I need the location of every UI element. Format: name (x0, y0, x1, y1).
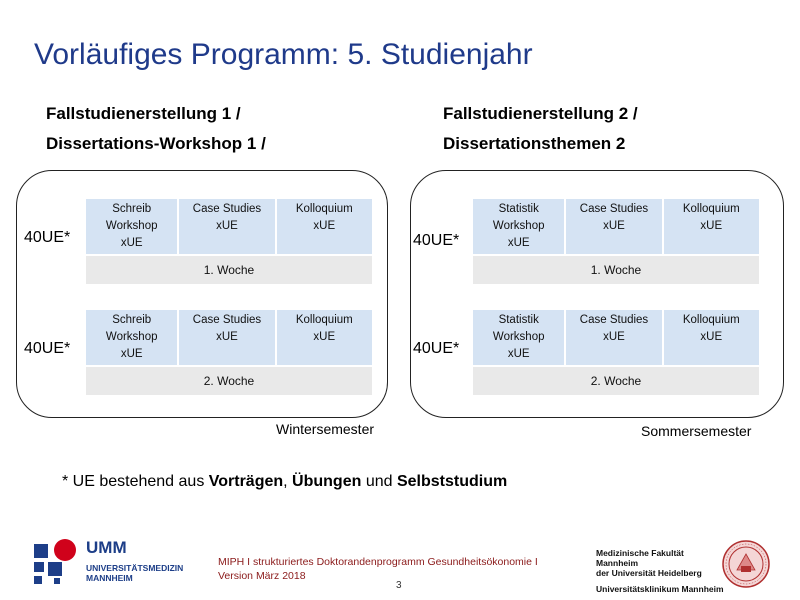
faculty-line: der Universität Heidelberg (596, 568, 702, 578)
table-cell (277, 199, 372, 254)
summer-semester-label: Sommersemester (641, 423, 752, 439)
footnote-prefix: * UE bestehend aus (62, 473, 209, 490)
cell-line: Schreib (112, 203, 152, 215)
page-number: 3 (396, 580, 402, 591)
cell-line: Case Studies (192, 314, 262, 326)
umm-logo-icon (34, 538, 84, 584)
cell-line: xUE (120, 348, 143, 360)
cell-line: Workshop (105, 331, 158, 343)
footnote-bold: Übungen (292, 473, 362, 490)
week-label: 2. Woche (473, 367, 759, 395)
winter-heading-line2: Dissertations-Workshop 1 / (46, 134, 266, 153)
table-cell (179, 199, 274, 254)
summer-week1-ue: 40UE* (413, 232, 460, 249)
week-label: 1. Woche (86, 256, 372, 284)
cell-line: xUE (507, 237, 530, 249)
cell-line: Workshop (105, 220, 158, 232)
university-seal-icon (722, 540, 770, 588)
winter-week1-table (84, 197, 374, 286)
cell-line: Case Studies (192, 203, 262, 215)
cell-line: xUE (313, 331, 336, 343)
cell-line: Statistik (498, 314, 539, 326)
table-cell (179, 310, 274, 365)
cell-line: Case Studies (579, 314, 649, 326)
umm-wordmark: UMM (86, 538, 127, 557)
umm-subtitle (86, 563, 196, 583)
cell-line: Kolloquium (682, 203, 740, 215)
footnote-sep: , (283, 473, 293, 490)
table-cell (664, 310, 759, 365)
footnote-sep: und (361, 473, 397, 490)
cell-line: xUE (120, 237, 143, 249)
summer-heading-line1: Fallstudienerstellung 2 / (443, 104, 638, 123)
cell-line: xUE (700, 220, 723, 232)
cell-line: xUE (603, 331, 625, 343)
winter-heading-line1: Fallstudienerstellung 1 / (46, 104, 241, 123)
winter-semester-label: Wintersemester (276, 421, 375, 437)
footer-info-line: Version März 2018 (218, 570, 306, 582)
umm-sub-line: MANNHEIM (86, 573, 133, 583)
faculty-text (596, 548, 726, 594)
table-cell (277, 310, 372, 365)
cell-line: xUE (507, 348, 530, 360)
klinikum-line: Universitätsklinikum Mannheim (596, 584, 724, 594)
cell-line: xUE (603, 220, 625, 232)
week-label: 1. Woche (473, 256, 759, 284)
table-cell (86, 310, 177, 365)
cell-line: Statistik (498, 203, 539, 215)
slide-title: Vorläufiges Programm: 5. Studienjahr (34, 38, 533, 71)
table-cell (473, 310, 564, 365)
week-label: 2. Woche (86, 367, 372, 395)
cell-line: Kolloquium (295, 203, 353, 215)
cell-line: xUE (700, 331, 723, 343)
table-cell (566, 199, 661, 254)
footer-info (218, 555, 578, 583)
cell-line: xUE (313, 220, 336, 232)
winter-week1-ue: 40UE* (24, 229, 71, 246)
cell-line: Kolloquium (682, 314, 740, 326)
footer-info-line: MIPH I strukturiertes Doktorandenprogramm Gesundheitsökonomie I (218, 556, 538, 568)
winter-heading (46, 99, 266, 159)
cell-line: Schreib (112, 314, 152, 326)
summer-week2-table (471, 308, 761, 397)
cell-line: Workshop (492, 220, 545, 232)
summer-week2-ue: 40UE* (413, 340, 460, 357)
footnote-bold: Vorträgen (208, 473, 284, 490)
winter-week2-ue: 40UE* (24, 340, 71, 357)
summer-heading-line2: Dissertationsthemen 2 (443, 134, 626, 153)
cell-line: xUE (216, 331, 238, 343)
umm-sub-line: UNIVERSITÄTSMEDIZIN (86, 563, 184, 573)
table-cell (664, 199, 759, 254)
table-cell (86, 199, 177, 254)
summer-week1-table (471, 197, 761, 286)
cell-line: Case Studies (579, 203, 649, 215)
faculty-line: Medizinische Fakultät Mannheim (596, 548, 684, 568)
winter-week2-table (84, 308, 374, 397)
cell-line: Kolloquium (295, 314, 353, 326)
cell-line: Workshop (492, 331, 545, 343)
footnote-bold: Selbststudium (396, 473, 508, 490)
cell-line: xUE (216, 220, 238, 232)
table-cell (566, 310, 661, 365)
summer-heading (443, 99, 638, 159)
footnote (62, 473, 507, 491)
table-cell (473, 199, 564, 254)
